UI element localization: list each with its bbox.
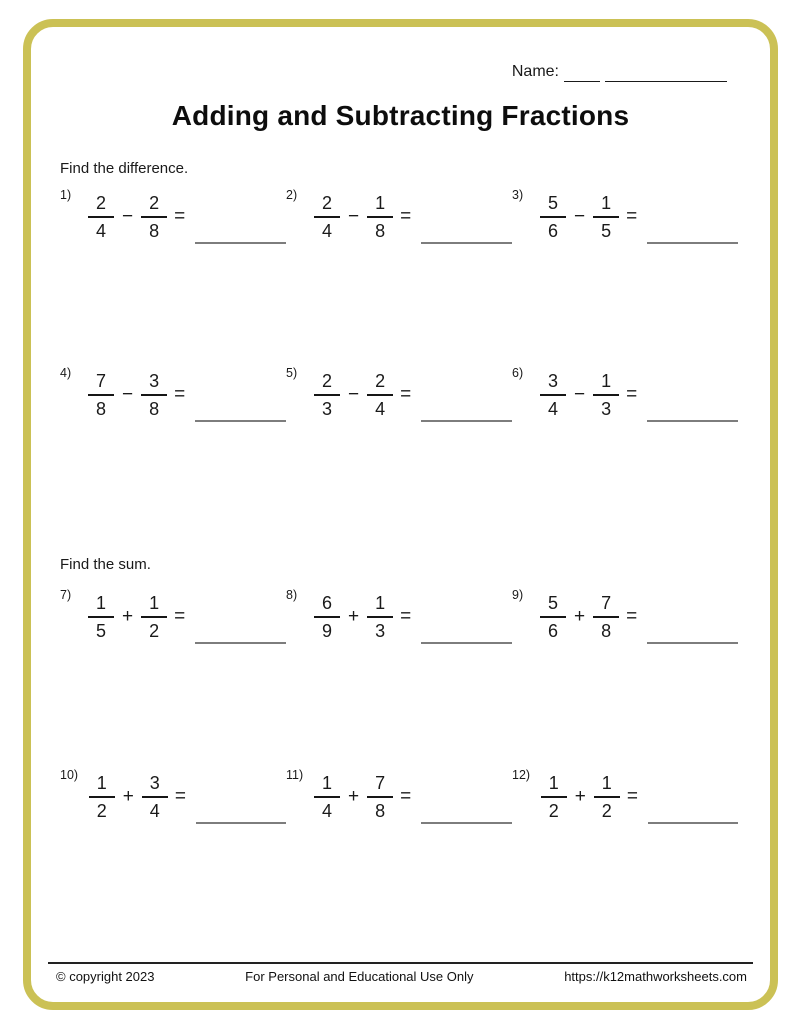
first-fraction — [540, 371, 566, 420]
denominator: 8 — [149, 398, 160, 419]
plus-sign: + — [348, 606, 360, 627]
denominator: 8 — [149, 220, 160, 241]
second-fraction — [594, 773, 620, 822]
equals-sign: = — [626, 786, 638, 807]
answer-blank[interactable] — [421, 234, 512, 244]
problem-6 — [512, 366, 738, 424]
name-row — [48, 58, 727, 82]
numerator: 1 — [594, 773, 620, 798]
first-fraction — [88, 371, 114, 420]
problem-row-3 — [48, 588, 753, 646]
equals-sign: = — [400, 206, 412, 227]
plus-sign: + — [574, 606, 586, 627]
numerator: 1 — [367, 593, 393, 618]
problem-2 — [286, 188, 512, 246]
second-fraction — [367, 593, 393, 642]
denominator: 2 — [149, 620, 160, 641]
numerator: 3 — [141, 371, 167, 396]
footer-text-row — [48, 964, 753, 1009]
answer-blank[interactable] — [647, 234, 738, 244]
problem-7 — [60, 588, 286, 646]
numerator: 1 — [89, 773, 115, 798]
denominator: 4 — [321, 800, 332, 821]
equals-sign: = — [174, 384, 186, 405]
equals-sign: = — [400, 384, 412, 405]
problem-number: 1) — [60, 188, 72, 202]
problem-number: 7) — [60, 588, 72, 602]
minus-sign: − — [348, 206, 360, 227]
problem-1 — [60, 188, 286, 246]
denominator: 4 — [321, 220, 332, 241]
denominator: 2 — [96, 800, 107, 821]
denominator: 6 — [547, 620, 558, 641]
answer-blank[interactable] — [195, 412, 286, 422]
answer-blank[interactable] — [648, 814, 738, 824]
second-fraction — [141, 371, 167, 420]
second-fraction — [367, 773, 393, 822]
equals-sign: = — [400, 786, 412, 807]
numerator: 3 — [540, 371, 566, 396]
name-blank-long[interactable] — [605, 64, 727, 82]
answer-blank[interactable] — [647, 412, 738, 422]
site-url: https://k12mathworksheets.com — [564, 969, 747, 984]
numerator: 5 — [540, 593, 566, 618]
plus-sign: + — [122, 606, 134, 627]
minus-sign: − — [122, 384, 134, 405]
denominator: 5 — [601, 220, 612, 241]
answer-blank[interactable] — [421, 814, 512, 824]
problem-number: 5) — [286, 366, 298, 380]
answer-blank[interactable] — [421, 634, 512, 644]
problem-number: 4) — [60, 366, 72, 380]
problem-number: 6) — [512, 366, 524, 380]
problem-number: 2) — [286, 188, 298, 202]
plus-sign: + — [574, 786, 586, 807]
denominator: 2 — [548, 800, 559, 821]
numerator: 1 — [541, 773, 567, 798]
plus-sign: + — [122, 786, 134, 807]
first-fraction — [314, 193, 340, 242]
denominator: 8 — [601, 620, 612, 641]
equals-sign: = — [626, 384, 638, 405]
first-fraction — [541, 773, 567, 822]
first-fraction — [540, 193, 566, 242]
numerator: 2 — [367, 371, 393, 396]
denominator: 2 — [601, 800, 612, 821]
numerator: 7 — [367, 773, 393, 798]
equals-sign: = — [626, 206, 638, 227]
denominator: 4 — [95, 220, 106, 241]
denominator: 4 — [149, 800, 160, 821]
answer-blank[interactable] — [195, 234, 286, 244]
problem-number: 3) — [512, 188, 524, 202]
denominator: 3 — [375, 620, 386, 641]
second-fraction — [367, 193, 393, 242]
denominator: 4 — [547, 398, 558, 419]
problem-12 — [512, 768, 738, 826]
denominator: 6 — [547, 220, 558, 241]
numerator: 1 — [314, 773, 340, 798]
answer-blank[interactable] — [421, 412, 512, 422]
instruction-sum: Find the sum. — [60, 556, 151, 573]
answer-blank[interactable] — [647, 634, 738, 644]
answer-blank[interactable] — [196, 814, 286, 824]
second-fraction — [593, 593, 619, 642]
problem-row-1 — [48, 188, 753, 246]
numerator: 2 — [314, 371, 340, 396]
numerator: 1 — [88, 593, 114, 618]
instruction-difference: Find the difference. — [60, 160, 189, 177]
numerator: 1 — [593, 371, 619, 396]
first-fraction — [314, 593, 340, 642]
minus-sign: − — [122, 206, 134, 227]
problem-row-2 — [48, 366, 753, 424]
denominator: 4 — [375, 398, 386, 419]
problem-5 — [286, 366, 512, 424]
problem-number: 11) — [286, 768, 304, 782]
problem-number: 9) — [512, 588, 524, 602]
problem-row-4 — [48, 768, 753, 826]
answer-blank[interactable] — [195, 634, 286, 644]
equals-sign: = — [174, 786, 186, 807]
numerator: 1 — [141, 593, 167, 618]
numerator: 5 — [540, 193, 566, 218]
denominator: 8 — [375, 220, 386, 241]
name-blank-short[interactable] — [564, 64, 600, 82]
name-label: Name: — [511, 63, 559, 80]
copyright-text: © copyright 2023 — [56, 969, 155, 984]
numerator: 3 — [142, 773, 168, 798]
page-title: Adding and Subtracting Fractions — [171, 100, 630, 131]
first-fraction — [88, 593, 114, 642]
denominator: 9 — [321, 620, 332, 641]
usage-text: For Personal and Educational Use Only — [245, 969, 474, 984]
problem-number: 12) — [512, 768, 531, 782]
problem-3 — [512, 188, 738, 246]
first-fraction — [540, 593, 566, 642]
equals-sign: = — [174, 606, 186, 627]
worksheet-content — [48, 28, 753, 1009]
problem-8 — [286, 588, 512, 646]
minus-sign: − — [574, 206, 586, 227]
equals-sign: = — [626, 606, 638, 627]
page-footer — [48, 962, 753, 1009]
second-fraction — [593, 193, 619, 242]
equals-sign: = — [174, 206, 186, 227]
numerator: 2 — [314, 193, 340, 218]
first-fraction — [314, 371, 340, 420]
second-fraction — [141, 193, 167, 242]
first-fraction — [89, 773, 115, 822]
problem-10 — [60, 768, 286, 826]
first-fraction — [88, 193, 114, 242]
denominator: 8 — [375, 800, 386, 821]
numerator: 1 — [367, 193, 393, 218]
denominator: 3 — [601, 398, 612, 419]
numerator: 7 — [593, 593, 619, 618]
numerator: 7 — [88, 371, 114, 396]
denominator: 5 — [95, 620, 106, 641]
numerator: 6 — [314, 593, 340, 618]
second-fraction — [593, 371, 619, 420]
second-fraction — [141, 593, 167, 642]
problem-4 — [60, 366, 286, 424]
minus-sign: − — [348, 384, 360, 405]
equals-sign: = — [400, 606, 412, 627]
denominator: 8 — [95, 398, 106, 419]
numerator: 2 — [141, 193, 167, 218]
numerator: 1 — [593, 193, 619, 218]
problem-9 — [512, 588, 738, 646]
plus-sign: + — [348, 786, 360, 807]
first-fraction — [314, 773, 340, 822]
numerator: 2 — [88, 193, 114, 218]
second-fraction — [367, 371, 393, 420]
denominator: 3 — [321, 398, 332, 419]
second-fraction — [142, 773, 168, 822]
problem-number: 10) — [60, 768, 79, 782]
minus-sign: − — [574, 384, 586, 405]
problem-number: 8) — [286, 588, 298, 602]
problem-11 — [286, 768, 512, 826]
